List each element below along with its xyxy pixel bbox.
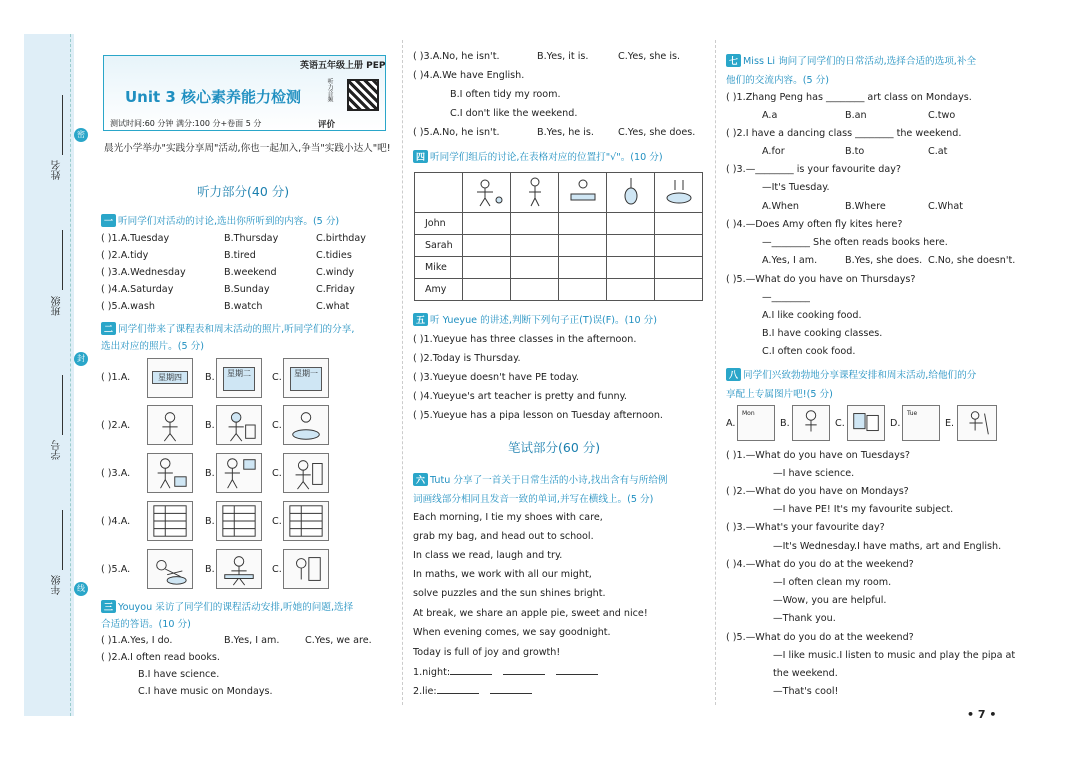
activity-image [216,405,262,445]
answer-blank[interactable] [450,674,492,675]
q3-2-b: B.I have science. [138,669,220,680]
name-label: 姓名 [52,160,63,180]
q7-1-b: B.an [845,110,867,121]
id-label: 学号 [52,440,63,460]
q8-line: the weekend. [773,668,838,679]
calendar-card-image [216,358,262,398]
activity-image [283,405,329,445]
q8-line: —I have science. [773,468,855,479]
section-6-title-2: 词画线部分相同且发音一致的单词,并写在横线上。(5 分) [413,494,654,505]
q7-2-a: A.for [762,146,785,157]
binding-margin [24,34,74,716]
column-divider [402,40,403,705]
q3-4-c: C.I don't like the weekend. [450,108,578,119]
q3-5: ( )5.A.No, he isn't. [413,127,500,138]
activity-image [147,453,193,493]
study-icon [559,173,607,213]
class-line [62,230,63,290]
activity-image [283,453,329,493]
q8-line: —I often clean my room. [773,577,892,588]
q3-4-b: B.I often tidy my room. [450,89,561,100]
q8-line: —That's cool! [773,686,839,697]
section-4-title: 四 听同学们组后的讨论,在表格对应的位置打"√"。(10 分) [413,149,663,163]
q1-2-c: C.tidies [316,250,352,261]
q3-1-b: B.Yes, I am. [224,635,280,646]
section-8-title-2: 享配上专属图片吧!(5 分) [726,389,833,400]
test-meta: 测试时间:60 分钟 满分:100 分+卷面 5 分 [110,119,262,128]
page-title: Unit 3 核心素养能力检测 [125,88,302,106]
q7-4-a: A.Yes, I am. [762,255,818,266]
girl-image [792,405,830,441]
class-label: 班级 [52,296,63,316]
tag-tue: Tue [907,410,918,417]
section-3-title-2: 合适的答语。(10 分) [101,619,191,630]
q2-2: ( )2.A. [101,420,131,431]
row-name: Amy [415,279,463,301]
q3-4: ( )4.A.We have English. [413,70,525,81]
page-number: • 7 • [967,708,997,721]
poem-line: grab my bag, and head out to school. [413,531,594,542]
opt-c: C. [272,420,282,431]
poem-line: solve puzzles and the sun shines bright. [413,588,606,599]
q1-5: ( )5.A.wash [101,301,155,312]
sport-icon [463,173,511,213]
read-icon [511,173,559,213]
pic-label-a: A. [726,418,736,429]
activity-image [147,549,193,589]
answer-label: 2.lie: [413,686,437,697]
table-corner [415,173,463,213]
section-3-title: 三 Youyou 采访了同学们的课程活动安排,听她的问题,选择 [101,599,353,613]
tag-mon: Mon [742,410,755,417]
q7-5: ( )5.—What do you have on Thursdays? [726,274,916,285]
q7-2-b: B.to [845,146,865,157]
activity-image [147,405,193,445]
q1-5-b: B.watch [224,301,263,312]
pic-label-b: B. [780,418,790,429]
q8-line: —Wow, you are helpful. [773,595,887,606]
seal-mi: 密 [74,128,88,142]
q7-3-a: A.When [762,201,799,212]
answer-label: 1.night: [413,667,451,678]
q7-1-c: C.two [928,110,956,121]
opt-b: B. [205,564,215,575]
poem-line: At break, we share an apple pie, sweet and nice! [413,608,648,619]
q8-line: ( )4.—What do you do at the weekend? [726,559,914,570]
answer-1 [413,667,598,678]
q7-4-b: B.Yes, she does. [845,255,923,266]
section-7-title: 七 Miss Li 询问了同学们的日常活动,选择合适的选项,补全 [726,53,976,67]
q7-3: ( )3.—________ is your favourite day? [726,164,901,175]
grade-line [62,510,63,570]
q7-3-b: B.Where [845,201,886,212]
section-7-title-2: 他们的交流内容。(5 分) [726,75,829,86]
id-line [62,375,63,435]
section-2-title: 二 同学们带来了课程表和周末活动的照片,听同学们的分享, [101,321,354,335]
poem-line: When evening comes, we say goodnight. [413,627,611,638]
calendar-card-image [147,358,193,398]
timetable-image [283,501,329,541]
music-icon [607,173,655,213]
checklist-table [414,172,703,301]
section-1-title: 一 听同学们对活动的讨论,选出你所听到的内容。(5 分) [101,213,339,227]
q8-line: ( )1.—What do you have on Tuesdays? [726,450,910,461]
section-5-title: 五 听 Yueyue 的讲述,判断下列句子正(T)误(F)。(10 分) [413,312,657,326]
q3-5-b: B.Yes, he is. [537,127,594,138]
column-divider [715,40,716,705]
card-text: 星期一 [290,367,322,391]
q7-2: ( )2.I have a dancing class ________ the weekend. [726,128,962,139]
q3-1: ( )1.A.Yes, I do. [101,635,173,646]
tuesday-science-image [902,405,940,441]
q2-4: ( )4.A. [101,516,131,527]
q1-1-b: B.Thursday [224,233,279,244]
q8-line: —I like music.I listen to music and play the pipa at [773,650,1016,661]
q3-3-b: B.Yes, it is. [537,51,589,62]
row-name: Sarah [415,235,463,257]
q8-line: —It's Wednesday.I have maths, art and English. [773,541,1002,552]
name-line [62,95,63,155]
monday-sport-image [737,405,775,441]
section-2-title-2: 选出对应的照片。(5 分) [101,341,204,352]
q8-line: —Thank you. [773,613,836,624]
q7-5-a: A.I like cooking food. [762,310,862,321]
opt-c: C. [272,372,282,383]
writing-heading: 笔试部分(60 分) [508,440,601,455]
q1-2: ( )2.A.tidy [101,250,149,261]
cook-icon [655,173,703,213]
opt-b: B. [205,516,215,527]
q1-1: ( )1.A.Tuesday [101,233,170,244]
score-label: 评价 [318,120,336,130]
q1-2-b: B.tired [224,250,256,261]
answer-blank[interactable] [556,674,598,675]
q8-line: ( )3.—What's your favourite day? [726,522,885,533]
activity-image [216,453,262,493]
qr-label: 听力音频 [326,78,333,102]
answer-blank[interactable] [503,674,545,675]
q7-4-stem: —________ She often reads books here. [762,237,948,248]
qr-code[interactable] [347,79,379,111]
answer-blank[interactable] [437,693,479,694]
q8-line: ( )2.—What do you have on Mondays? [726,486,909,497]
opt-c: C. [272,468,282,479]
opt-b: B. [205,468,215,479]
q7-5-b: B.I have cooking classes. [762,328,883,339]
timetable-image [147,501,193,541]
q5-5: ( )5.Yueyue has a pipa lesson on Tuesday afternoon. [413,410,663,421]
q3-2: ( )2.A.I often read books. [101,652,220,663]
book-label: 英语五年级上册 PEP [300,61,386,71]
q1-3: ( )3.A.Wednesday [101,267,186,278]
q2-3: ( )3.A. [101,468,131,479]
cleaning-image [957,405,997,441]
q7-3-c: C.What [928,201,963,212]
answer-blank[interactable] [490,693,532,694]
q1-4: ( )4.A.Saturday [101,284,174,295]
q5-4: ( )4.Yueyue's art teacher is pretty and funny. [413,391,627,402]
q3-1-c: C.Yes, we are. [305,635,372,646]
q7-1: ( )1.Zhang Peng has ________ art class on Mondays. [726,92,972,103]
activity-image [216,549,262,589]
opt-b: B. [205,420,215,431]
poem-line: Each morning, I tie my shoes with care, [413,512,603,523]
intro-text: 晨光小学举办"实践分享周"活动,你也一起加入,争当"实践小达人"吧! [104,143,391,154]
pic-label-e: E. [945,418,955,429]
q5-3: ( )3.Yueyue doesn't have PE today. [413,372,579,383]
opt-b: B. [205,372,215,383]
q1-4-b: B.Sunday [224,284,270,295]
poem-line: Today is full of joy and growth! [413,647,561,658]
q1-5-c: C.what [316,301,350,312]
q5-2: ( )2.Today is Thursday. [413,353,521,364]
opt-c: C. [272,564,282,575]
q7-2-c: C.at [928,146,948,157]
q8-line: ( )5.—What do you do at the weekend? [726,632,914,643]
seal-xian: 线 [74,582,88,596]
grade-label: 年级 [52,575,63,595]
q3-3-c: C.Yes, she is. [618,51,681,62]
q7-5-c: C.I often cook food. [762,346,856,357]
poem-line: In class we read, laugh and try. [413,550,563,561]
q7-5-stem: —________ [762,292,810,303]
q5-1: ( )1.Yueyue has three classes in the afternoon. [413,334,637,345]
calendar-card-image [283,358,329,398]
q3-3: ( )3.A.No, he isn't. [413,51,500,62]
card-text: 星期四 [152,371,188,384]
q2-1: ( )1.A. [101,372,131,383]
books-image [847,405,885,441]
opt-c: C. [272,516,282,527]
section-6-title: 六 Tutu 分享了一首关于日常生活的小诗,找出含有与所给例 [413,472,668,486]
row-name: Mike [415,257,463,279]
timetable-image [216,501,262,541]
q1-4-c: C.Friday [316,284,355,295]
q3-5-c: C.Yes, she does. [618,127,696,138]
card-text: 星期二 [223,367,255,391]
pic-label-d: D. [890,418,901,429]
q8-line: —I have PE! It's my favourite subject. [773,504,954,515]
poem-line: In maths, we work with all our might, [413,569,592,580]
q1-3-b: B.weekend [224,267,277,278]
activity-image [283,549,329,589]
q2-5: ( )5.A. [101,564,131,575]
row-name: John [415,213,463,235]
q7-3-stem: —It's Tuesday. [762,182,830,193]
listening-heading: 听力部分(40 分) [197,184,290,199]
fold-line [70,34,71,716]
section-8-title: 八 同学们兴致勃勃地分享课程安排和周末活动,给他们的分 [726,367,976,381]
seal-feng: 封 [74,352,88,366]
q7-4: ( )4.—Does Amy often fly kites here? [726,219,903,230]
q7-4-c: C.No, she doesn't. [928,255,1016,266]
answer-2 [413,686,532,697]
q1-1-c: C.birthday [316,233,366,244]
q1-3-c: C.windy [316,267,355,278]
q3-2-c: C.I have music on Mondays. [138,686,273,697]
pic-label-c: C. [835,418,845,429]
page-number-text: 7 [977,708,986,721]
q7-1-a: A.a [762,110,778,121]
